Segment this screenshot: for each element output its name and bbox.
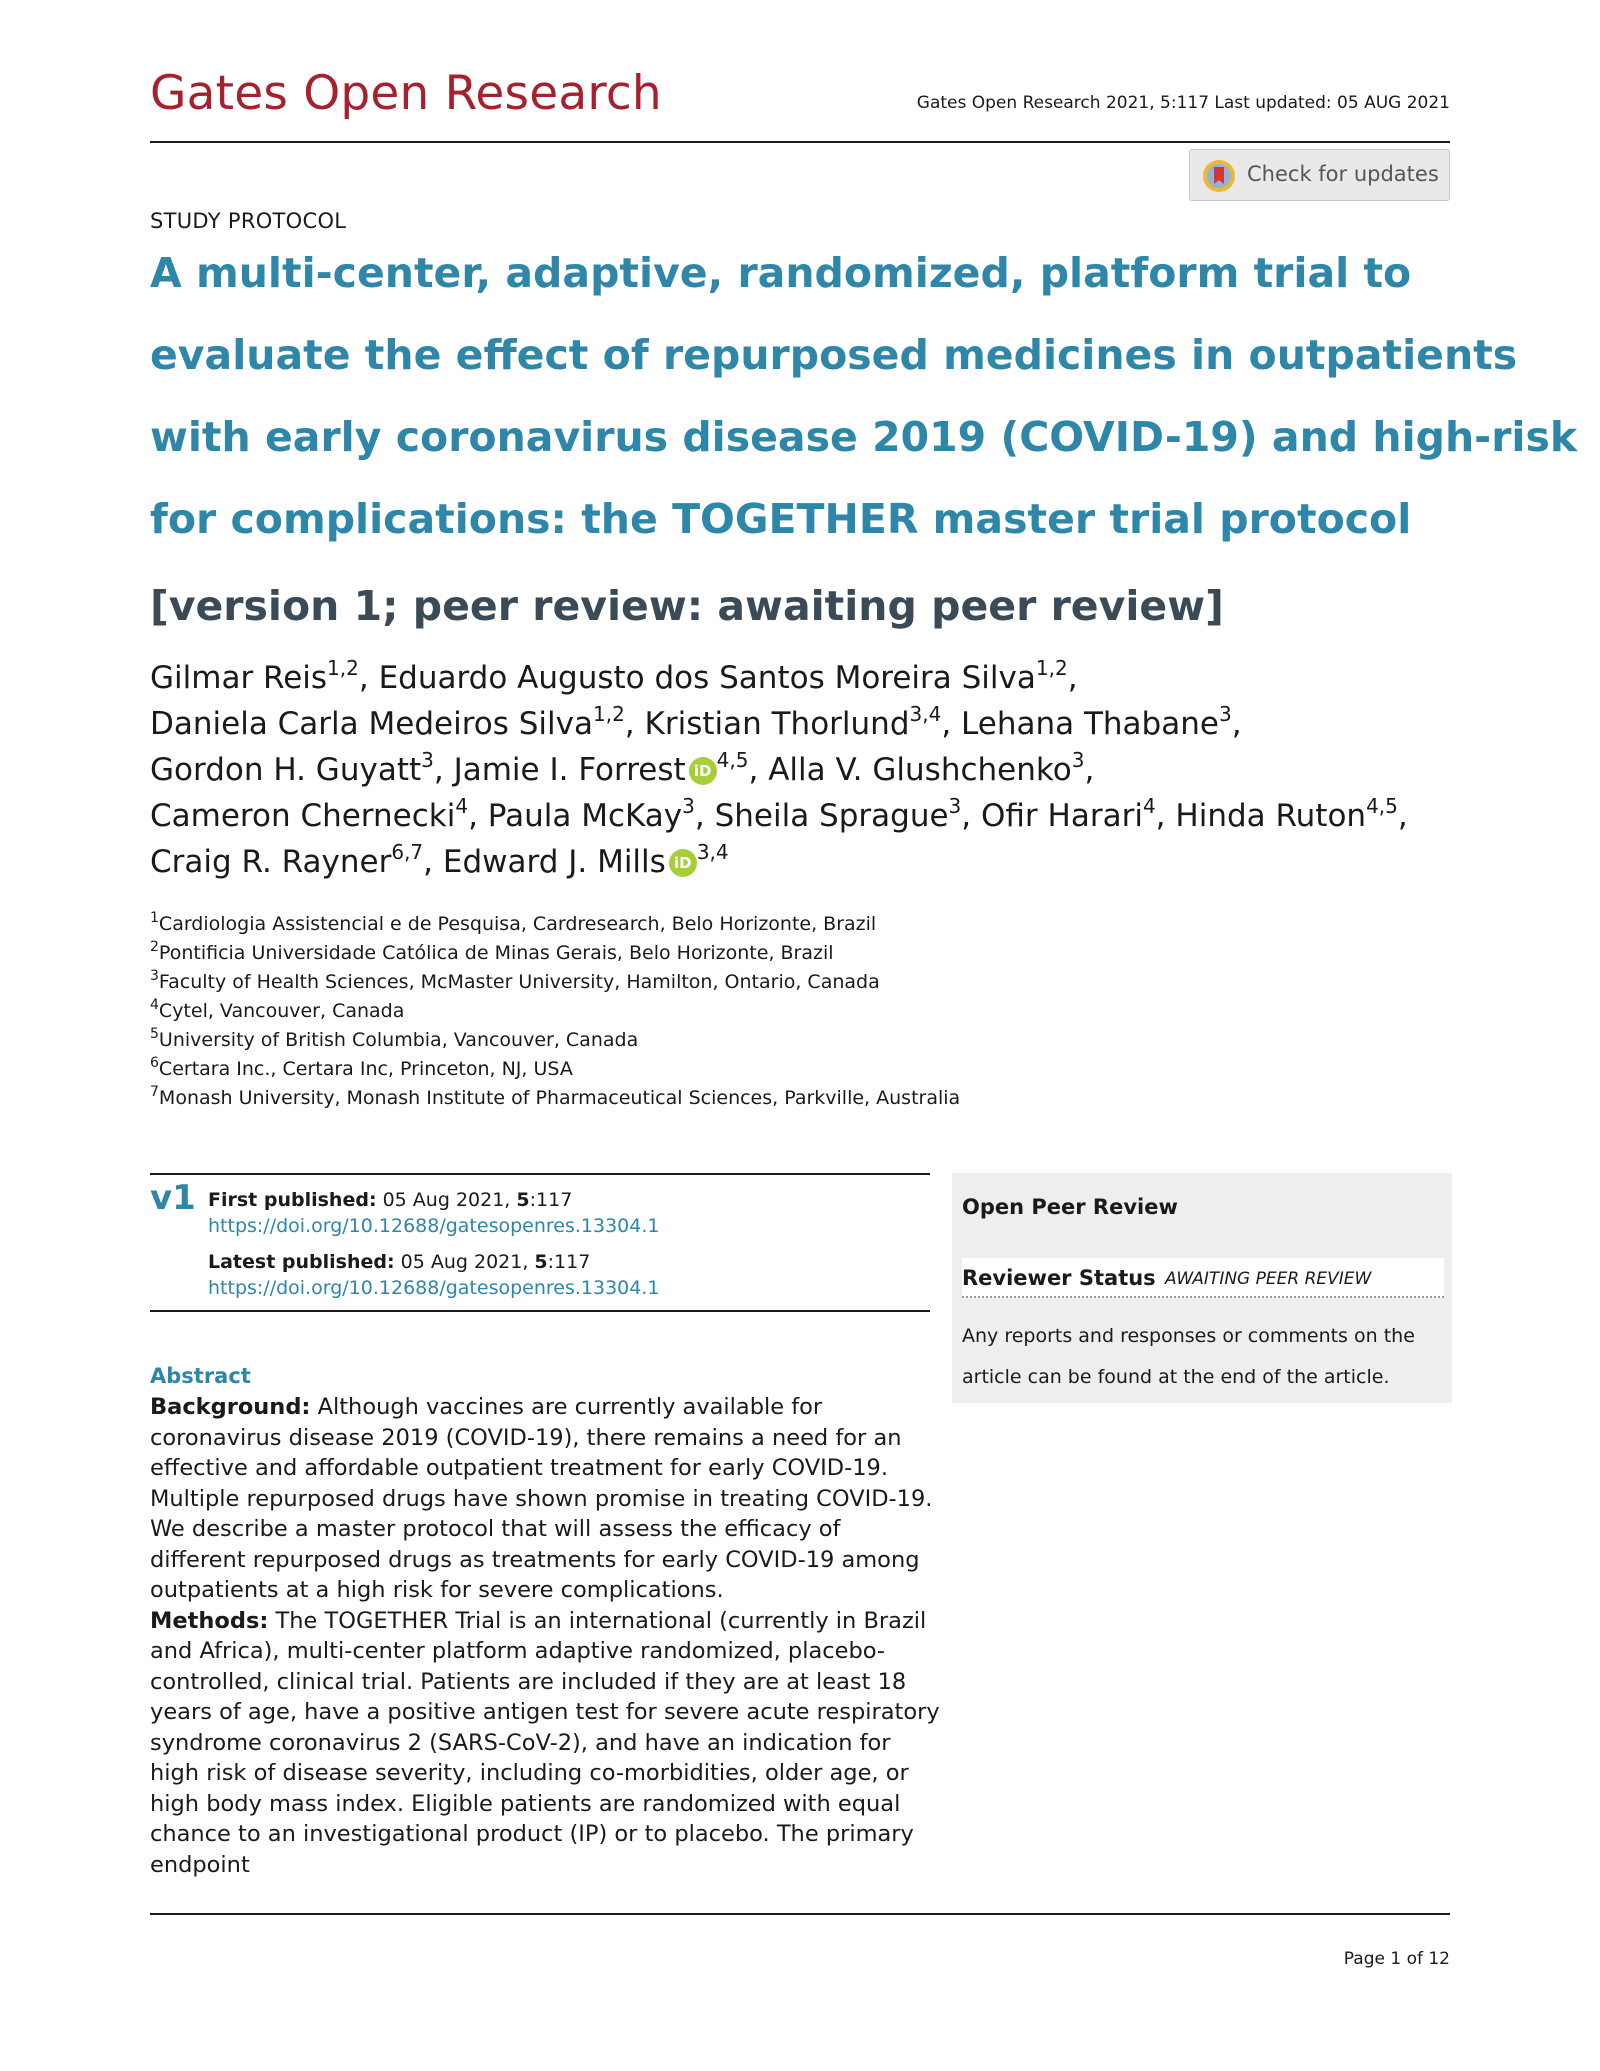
author[interactable]: Gilmar Reis$^{1,2}$	[150, 656, 359, 696]
footer-divider	[150, 1913, 1450, 1915]
version-badge: v1	[150, 1178, 196, 1218]
author[interactable]: Hinda Ruton$^{4,5}$	[1175, 794, 1398, 834]
background-label: Background:	[150, 1394, 311, 1420]
check-for-updates-label: Check for updates	[1247, 162, 1439, 186]
methods-label: Methods:	[150, 1607, 269, 1634]
author[interactable]: Jamie I. Forrest iD $^{4,5}$	[453, 748, 749, 788]
reviewer-status-row	[962, 1258, 1444, 1298]
article-title-line-3: with early coronavirus disease 2019 (COVID-19) and high-risk	[150, 413, 1578, 461]
author[interactable]: Kristian Thorlund$^{3,4}$	[644, 702, 942, 742]
reviewer-status-value: AWAITING PEER REVIEW	[1165, 1269, 1372, 1289]
affiliation: $^5$University of British Columbia, Vancouver, Canada	[150, 1026, 639, 1051]
orcid-icon[interactable]: iD	[669, 849, 697, 877]
author[interactable]: Daniela Carla Medeiros Silva$^{1,2}$	[150, 702, 625, 742]
author[interactable]: Lehana Thabane$^3$	[961, 702, 1232, 742]
open-peer-review-title: Open Peer Review	[962, 1195, 1178, 1219]
article-title-line-4: for complications: the TOGETHER master trial protocol	[150, 495, 1412, 543]
author[interactable]: Eduardo Augusto dos Santos Moreira Silva$^{1,2}$	[378, 656, 1068, 696]
first-published-doi-link[interactable]: https://doi.org/10.12688/gatesopenres.13304.1	[208, 1215, 660, 1237]
author[interactable]: Alla V. Glushchenko$^3$	[768, 748, 1085, 788]
article-title-line-1: A multi-center, adaptive, randomized, platform trial to	[150, 249, 1412, 297]
publication-divider-bottom	[150, 1310, 930, 1312]
version-status: [version 1; peer review: awaiting peer review]	[150, 582, 1224, 630]
article-title-line-2: evaluate the effect of repurposed medicines in outpatients	[150, 331, 1518, 379]
latest-published-doi-link[interactable]: https://doi.org/10.12688/gatesopenres.13304.1	[208, 1277, 660, 1299]
article-type: STUDY PROTOCOL	[150, 209, 347, 233]
affiliation: $^6$Certara Inc., Certara Inc, Princeton, NJ, USA	[150, 1055, 573, 1080]
header-divider	[150, 141, 1450, 143]
author[interactable]: Gordon H. Guyatt$^3$	[150, 748, 434, 788]
check-for-updates-button[interactable]	[1189, 149, 1450, 201]
abstract-body	[150, 1392, 940, 1880]
publication-divider-top	[150, 1173, 930, 1175]
page-number: Page 1 of 12	[1343, 1949, 1450, 1969]
background-text: Although vaccines are currently available for coronavirus disease 2019 (COVID-19), there remains a need for an effective and affordable outpatient treatment for early COVID-19. Multiple repurposed drugs have shown promise in treating COVID-19. We describe a master protocol that will assess the efficacy of different repurposed drugs as treatments for early COVID-19 among outpatients at a high risk for severe complications.	[150, 1394, 933, 1603]
affiliations-list	[150, 910, 960, 1113]
author[interactable]: Craig R. Rayner$^{6,7}$	[150, 840, 424, 880]
affiliation: $^4$Cytel, Vancouver, Canada	[150, 997, 405, 1022]
author[interactable]: Ofir Harari$^4$	[981, 794, 1156, 834]
author[interactable]: Paula McKay$^3$	[487, 794, 695, 834]
abstract-heading: Abstract	[150, 1364, 251, 1388]
citation-line: Gates Open Research 2021, 5:117 Last updated: 05 AUG 2021	[916, 93, 1450, 113]
author[interactable]: Sheila Sprague$^3$	[714, 794, 962, 834]
publication-info	[208, 1187, 659, 1301]
affiliation: $^1$Cardiologia Assistencial e de Pesquisa, Cardresearch, Belo Horizonte, Brazil	[150, 910, 877, 935]
methods-text: The TOGETHER Trial is an international (currently in Brazil and Africa), multi-center platform adaptive randomized, placebo-controlled, clinical trial. Patients are included if they are at least 18 years of age, have a positive antigen test for severe acute respiratory syndrome coronavirus 2 (SARS-CoV-2), and have an indication for high risk of disease severity, including co-morbidities, older age, or high body mass index. Eligible patients are randomized with equal chance to an investigational product (IP) or to placebo. The primary endpoint	[150, 1607, 940, 1878]
reviewer-status-label: Reviewer Status	[962, 1266, 1156, 1290]
check-updates-icon	[1202, 159, 1236, 193]
open-peer-review-panel	[952, 1173, 1452, 1403]
orcid-icon[interactable]: iD	[689, 757, 717, 785]
author[interactable]: Edward J. Mills iD $^{3,4}$	[442, 840, 729, 880]
peer-review-note: Any reports and responses or comments on the article can be found at the end of the article.	[962, 1325, 1415, 1388]
affiliation: $^7$Monash University, Monash Institute of Pharmaceutical Sciences, Parkville, Australia	[150, 1084, 961, 1109]
author[interactable]: Cameron Chernecki$^4$	[150, 794, 469, 834]
author-list: Gilmar Reis$^{1,2}$, Eduardo Augusto dos Santos Moreira Silva$^{1,2}$, Daniela Carla Medeiros Silva$^{1,2}$, Kristian Thorlund$^{3,4}$, Lehana Thabane$^3$, Gordon H. Guyatt$^3$, Jamie I. Forrest iD $^{4,5}$, Alla V. Glushchenko$^3$, Cameron Chernecki$^4$, Paula McKay$^3$, Sheila Sprague$^3$, Ofir Harari$^4$, Hinda Ruton$^{4,5}$, Craig R. Rayner$^{6,7}$, Edward J. Mills iD $^{3,4}$	[150, 656, 1408, 880]
journal-name[interactable]: Gates Open Research	[150, 66, 662, 121]
affiliation: $^2$Pontificia Universidade Católica de Minas Gerais, Belo Horizonte, Brazil	[150, 939, 834, 964]
latest-published: Latest published: 05 Aug 2021, 5:117	[208, 1251, 591, 1273]
affiliation: $^3$Faculty of Health Sciences, McMaster University, Hamilton, Ontario, Canada	[150, 968, 880, 993]
first-published: First published: 05 Aug 2021, 5:117	[208, 1189, 573, 1211]
